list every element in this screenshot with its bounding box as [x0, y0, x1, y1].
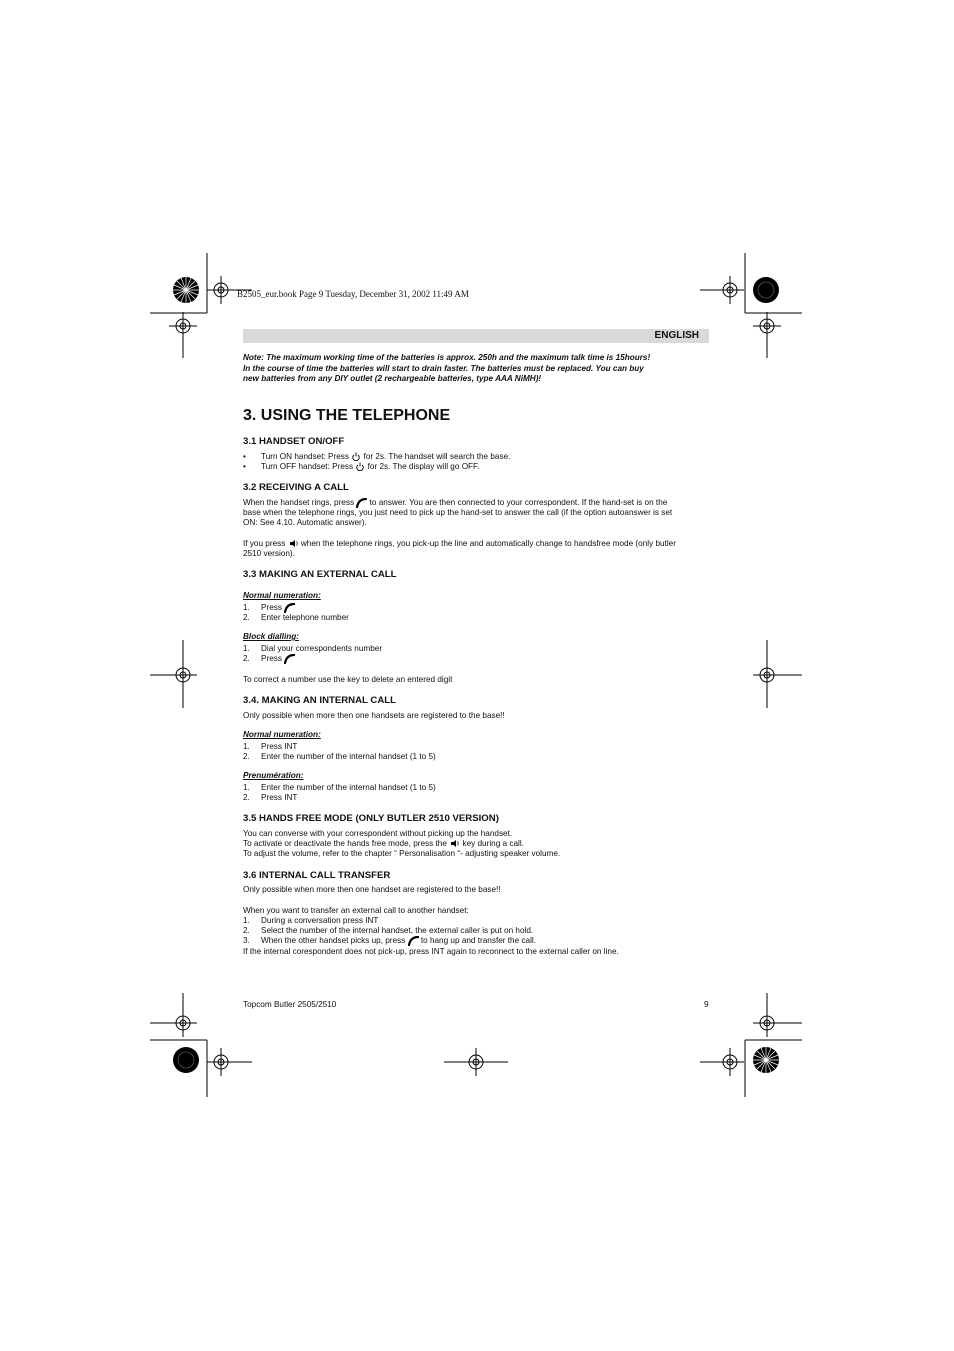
- paragraph-line: ON: See 4.10. Automatic answer).: [243, 518, 367, 527]
- paragraph-line: When the handset rings, press to answer. You are then connected to your correspondent. If the hand-set is on the: [243, 498, 668, 508]
- paragraph-line: You can converse with your correspondent without picking up the handset.: [243, 829, 513, 838]
- book-header: B2505_eur.book Page 9 Tuesday, December 31, 2002 11:49 AM: [237, 289, 469, 299]
- battery-note: [243, 353, 713, 385]
- speaker-icon: [288, 539, 299, 548]
- subheading: Prenumération:: [243, 771, 304, 780]
- note-line-3: new batteries from any DIY outlet (2 rechargeable batteries, type AAA NiMH)!: [243, 374, 542, 383]
- list-item: 2. Enter the number of the internal handset (1 to 5): [243, 752, 436, 761]
- subheading: Block dialling:: [243, 632, 299, 641]
- list-item: • Turn ON handset: Press for 2s. The handset will search the base.: [243, 452, 511, 461]
- section-heading-3-4: 3.4. MAKING AN INTERNAL CALL: [243, 695, 396, 706]
- page-title: 3. USING THE TELEPHONE: [243, 407, 451, 424]
- list-item: 1. Press: [261, 603, 295, 613]
- paragraph-line: If the internal corespondent does not pick-up, press INT again to reconnect to the external caller on line.: [243, 947, 619, 956]
- paragraph-line: Only possible when more then one handset are registered to the base!!: [243, 885, 501, 894]
- phone-handset-icon: [284, 603, 295, 613]
- speaker-icon: [449, 839, 460, 848]
- paragraph-line: 2510 version).: [243, 549, 295, 558]
- footer-product: Topcom Butler 2505/2510: [243, 1000, 337, 1009]
- note-line-2: In the course of time the batteries will start to drain faster. The batteries must be replaced. You can buy: [243, 363, 644, 373]
- paragraph-line: When you want to transfer an external call to another handset:: [243, 906, 469, 915]
- list-item: • Turn OFF handset: Press for 2s. The display will go OFF.: [243, 462, 480, 471]
- phone-handset-icon: [408, 936, 419, 946]
- list-item: 2. Enter telephone number: [243, 613, 349, 622]
- power-icon: [355, 462, 365, 471]
- bullet: •: [243, 452, 246, 461]
- note-line-1: Note: The maximum working time of the batteries is approx. 250h and the maximum talk time is 15hours!: [243, 353, 651, 362]
- section-heading-3-1: 3.1 HANDSET ON/OFF: [243, 436, 345, 447]
- paragraph-line: If you press when the telephone rings, you pick-up the line and automatically change to handsfree mode (only butler: [243, 539, 676, 548]
- list-item: 1. Press INT: [243, 742, 298, 751]
- list-item: 2. Press: [261, 654, 295, 664]
- language-bar: [243, 329, 709, 343]
- section-heading-3-5: 3.5 HANDS FREE MODE (ONLY BUTLER 2510 VERSION): [243, 813, 499, 824]
- paragraph-line: Only possible when more then one handsets are registered to the base!!: [243, 711, 505, 720]
- paragraph-line: base when the telephone rings, you just need to pick up the hand-set to answer the call (if the option autoanswer is set: [243, 508, 673, 517]
- paragraph-line: To adjust the volume, refer to the chapter “ Personalisation “- adjusting speaker volume.: [243, 849, 561, 858]
- section-heading-3-3: 3.3 MAKING AN EXTERNAL CALL: [243, 569, 397, 580]
- phone-handset-icon: [356, 498, 367, 508]
- power-icon: [351, 452, 361, 461]
- paragraph-line: To activate or deactivate the hands free mode, press the key during a call.: [243, 839, 524, 848]
- paragraph-line: To correct a number use the key to delete an entered digit: [243, 675, 453, 684]
- subheading: Normal numeration:: [243, 591, 321, 600]
- list-item: 2. Press INT: [243, 793, 298, 802]
- list-item: 1. Dial your correspondents number: [243, 644, 383, 653]
- list-item: 1. Enter the number of the internal handset (1 to 5): [243, 783, 436, 792]
- list-item: 2. Select the number of the internal handset, the external caller is put on hold.: [243, 926, 534, 935]
- phone-handset-icon: [284, 654, 295, 664]
- list-item: 1. During a conversation press INT: [243, 916, 379, 925]
- section-heading-3-6: 3.6 INTERNAL CALL TRANSFER: [243, 870, 391, 881]
- page-number: 9: [704, 1000, 709, 1009]
- language-label: ENGLISH: [654, 330, 699, 341]
- list-item: 3. When the other handset picks up, press to hang up and transfer the call.: [243, 936, 537, 946]
- bullet: •: [243, 462, 246, 471]
- subheading: Normal numeration:: [243, 730, 321, 739]
- section-heading-3-2: 3.2 RECEIVING A CALL: [243, 482, 349, 493]
